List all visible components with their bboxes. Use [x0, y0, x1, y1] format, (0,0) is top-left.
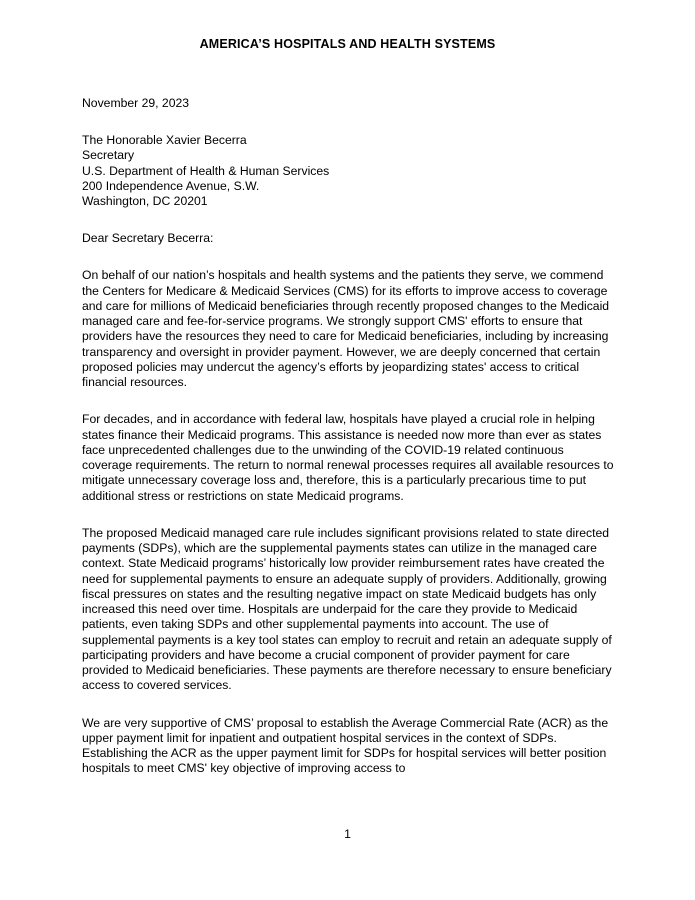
letterhead-title: AMERICA’S HOSPITALS AND HEALTH SYSTEMS [199, 37, 496, 51]
letter-paragraph: For decades, and in accordance with federal law, hospitals have played a crucial role in helping states finance their Medicaid programs. This assistance is needed now more than ever as states face unprecedented challenges due to the unwinding of the COVID-19 related continuous coverage requirements. The return to normal renewal processes requires all available resources to mitigate unnecessary coverage loss and, therefore, this is a particularly precarious time to put additional stress or restrictions on state Medicaid programs. [82, 412, 614, 503]
letter-salutation: Dear Secretary Becerra: [82, 231, 214, 246]
page-number: 1 [344, 827, 351, 841]
letter-date: November 29, 2023 [82, 96, 190, 110]
letter-paragraph: The proposed Medicaid managed care rule includes significant provisions related to state directed payments (SDPs), which are the supplemental payments states can utilize in the managed care context. State Medicaid programs’ historically low provider reimbursement rates have created the need for supplemental payments to ensure an adequate supply of providers. Additionally, growing fiscal pressures on states and the resulting negative impact on state Medicaid budgets has only increased this need over time. Hospitals are underpaid for the care they provide to Medicaid patients, even taking SDPs and other supplemental payments into account. The use of supplemental payments is a key tool states can employ to recruit and retain an adequate supply of participating providers and have become a crucial component of provider payment for care provided to Medicaid beneficiaries. These payments are therefore necessary to ensure beneficiary access to covered services. [82, 525, 612, 693]
recipient-agency: U.S. Department of Health & Human Services [82, 163, 330, 178]
recipient-name: The Honorable Xavier Becerra [82, 133, 247, 148]
recipient-street: 200 Independence Avenue, S.W. [82, 178, 260, 193]
recipient-city-state-zip: Washington, DC 20201 [82, 194, 208, 209]
recipient-title: Secretary [82, 148, 135, 163]
recipient-address-block [82, 133, 616, 209]
letter-paragraph: We are very supportive of CMS’ proposal to establish the Average Commercial Rate (ACR) as the upper payment limit for inpatient and outpatient hospital services in the context of SDPs. Establishing the ACR as the upper payment limit for SDPs for hospital services will better position hospitals to meet CMS' key objective of improving access to [82, 715, 609, 776]
letter-paragraph: On behalf of our nation’s hospitals and health systems and the patients they serve, we commend the Centers for Medicare & Medicaid Services (CMS) for its efforts to improve access to coverage and care for millions of Medicaid beneficiaries through recently proposed changes to the Medicaid managed care and fee-for-service programs. We strongly support CMS' efforts to ensure that providers have the resources they need to care for Medicaid beneficiaries, including by increasing transparency and oversight in provider payment. However, we are deeply concerned that certain proposed policies may undercut the agency’s efforts by jeopardizing states' access to critical financial resources. [82, 268, 610, 390]
letter-body [82, 96, 616, 777]
